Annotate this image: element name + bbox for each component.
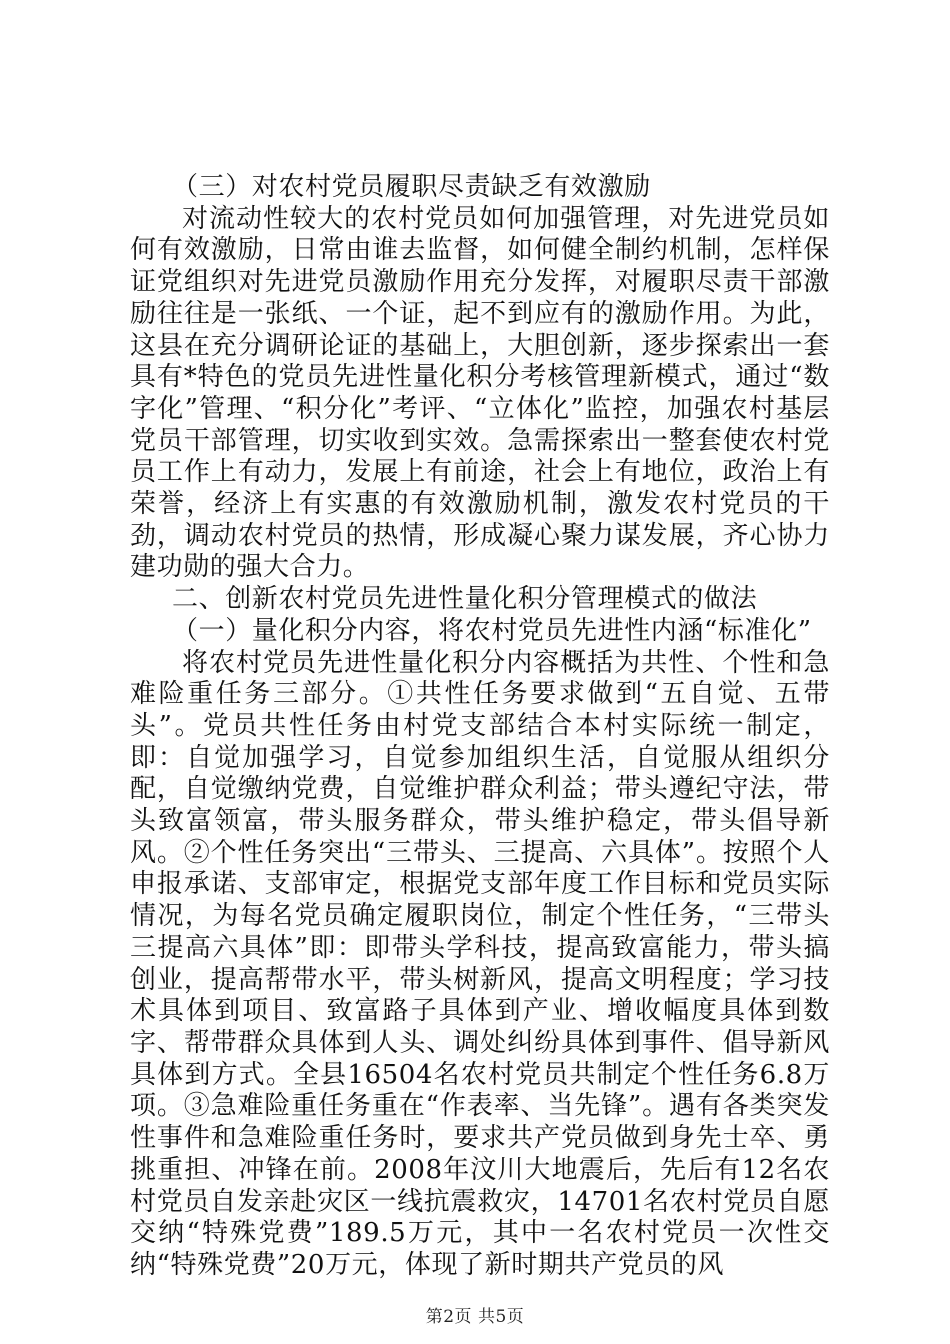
section-heading-1: （一）量化积分内容，将农村党员先进性内涵“标准化” — [172, 615, 812, 646]
chapter-heading-2: 二、创新农村党员先进性量化积分管理模式的做法 — [172, 584, 758, 615]
section-heading-3: （三）对农村党员履职尽责缺乏有效激励 — [172, 172, 651, 202]
document-body — [130, 172, 830, 1282]
page-number-footer: 第2页 共5页 — [425, 1307, 525, 1327]
body-paragraph-incentive: 对流动性较大的农村党员如何加强管理，对先进党员如何有效激励，日常由谁去监督，如何健全制约机制，怎样保证党组织对先进党员激励作用充分发挥，对履职尽责干部激励往往是一张纸、一个证，起不到应有的激励作用。为此，这县在充分调研论证的基础上，大胆创新，逐步探索出一套具有*特色的党员先进性量化积分考核管理新模式，通过“数字化”管理、“积分化”考评、“立体化”监控，加强农村基层党员干部管理，切实收到实效。急需探索出一整套使农村党员工作上有动力，发展上有前途，社会上有地位，政治上有荣誉，经济上有实惠的有效激励机制，激发农村党员的干劲，调动农村党员的热情，形成凝心聚力谋发展，齐心协力建功勋的强大合力。 — [130, 203, 830, 583]
body-paragraph-scoring: 将农村党员先进性量化积分内容概括为共性、个性和急难险重任务三部分。①共性任务要求做到“五自觉、五带头”。党员共性任务由村党支部结合本村实际统一制定，即：自觉加强学习，自觉参加组织生活，自觉服从组织分配，自觉缴纳党费，自觉维护群众利益；带头遵纪守法，带头致富领富，带头服务群众，带头维护稳定，带头倡导新风。②个性任务突出“三带头、三提高、六具体”。按照个人申报承诺、支部审定，根据党支部年度工作目标和党员实际情况，为每名党员确定履职岗位，制定个性任务，“三带头三提高六具体”即：即带头学科技，提高致富能力，带头搞创业，提高帮带水平，带头树新风，提高文明程度；学习技术具体到项目、致富路子具体到产业、增收幅度具体到数字、帮带群众具体到人头、调处纠纷具体到事件、倡导新风具体到方式。全县16504名农村党员共制定个性任务6.8万项。③急难险重任务重在“作表率、当先锋”。遇有各类突发性事件和急难险重任务时，要求共产党员做到身先士卒、勇挑重担、冲锋在前。2008年汶川大地震后，先后有12名农村党员自发亲赴灾区一线抗震救灾，14701名农村党员自愿交纳“特殊党费”189.5万元，其中一名农村党员一次性交纳“特殊党费”20万元，体现了新时期共产党员的风 — [130, 647, 830, 1280]
